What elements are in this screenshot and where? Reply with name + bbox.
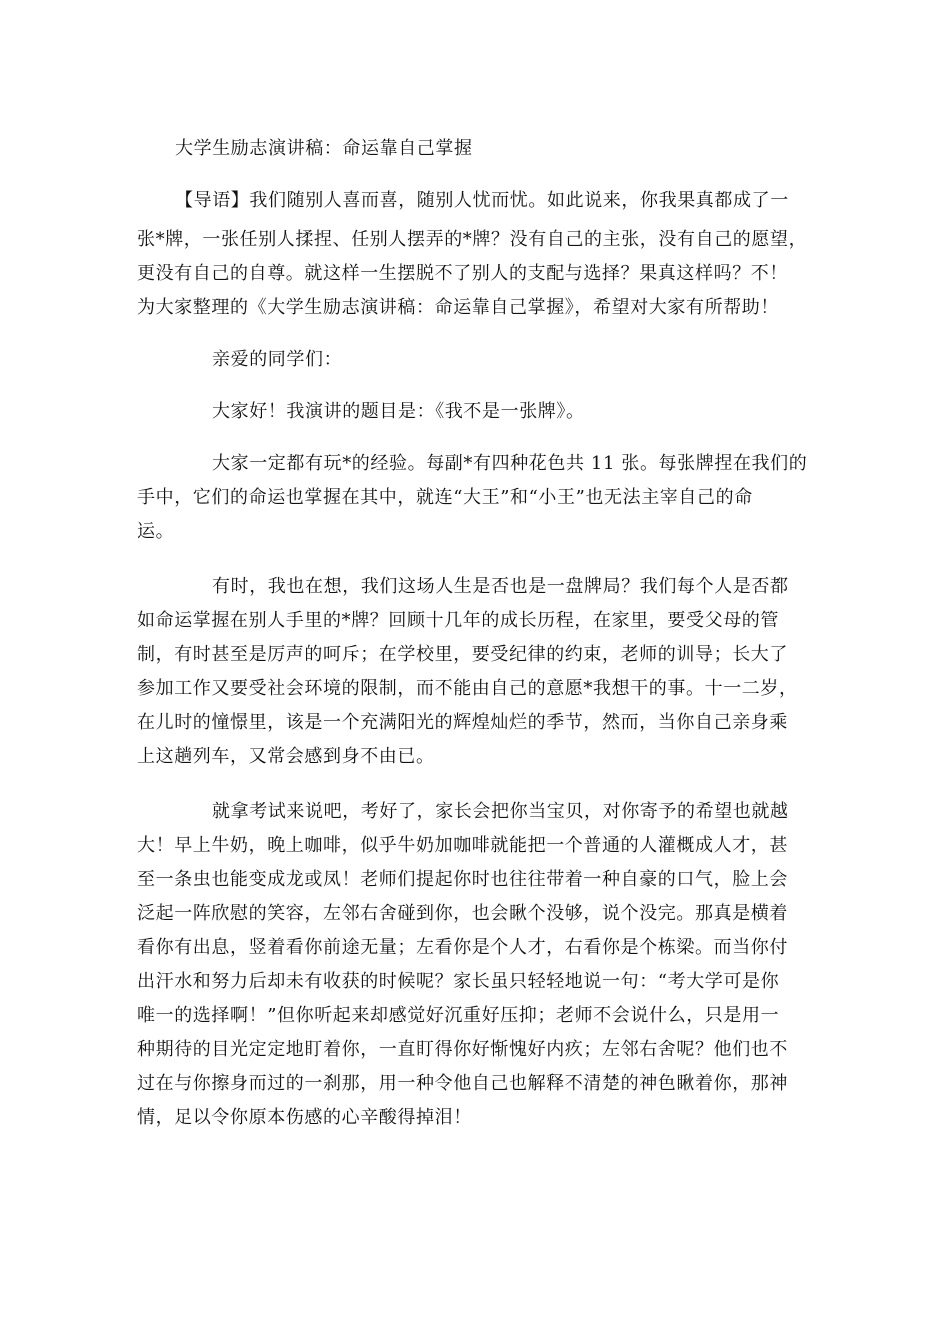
salutation: 亲爱的同学们： <box>212 349 343 370</box>
paragraph-line: 制，有时甚至是厉声的呵斥；在学校里，要受纪律的约束，老师的训导；长大了 <box>137 644 788 665</box>
paragraph-line: 在儿时的憧憬里，该是一个充满阳光的辉煌灿烂的季节，然而，当你自己亲身乘 <box>137 712 788 733</box>
paragraph-line: 看你有出息，竖着看你前途无量；左看你是个人才，右看你是个栋梁。而当你付 <box>137 937 788 958</box>
paragraph-line: 有时，我也在想，我们这场人生是否也是一盘牌局？我们每个人是否都 <box>212 576 789 597</box>
intro-line: 为大家整理的《大学生励志演讲稿：命运靠自己掌握》，希望对大家有所帮助！ <box>137 297 779 318</box>
intro-line: 【导语】我们随别人喜而喜，随别人忧而忧。如此说来，你我果真都成了一 <box>175 190 789 211</box>
intro-line: 更没有自己的自尊。就这样一生摆脱不了别人的支配与选择？果真这样吗？不！ <box>137 263 788 284</box>
intro-line: 张*牌，一张任别人揉捏、任别人摆弄的*牌？没有自己的主张，没有自己的愿望， <box>137 229 808 250</box>
paragraph-line: 至一条虫也能变成龙或凤！老师们提起你时也往往带着一种自豪的口气，脸上会 <box>137 869 788 890</box>
document-title: 大学生励志演讲稿：命运靠自己掌握 <box>175 138 473 159</box>
paragraph-line: 种期待的目光定定地盯着你，一直盯得你好惭愧好内疚；左邻右舍呢？他们也不 <box>137 1039 788 1060</box>
paragraph-line: 如命运掌握在别人手里的*牌？回顾十几年的成长历程，在家里，要受父母的管 <box>137 610 779 631</box>
paragraph-line: 上这趟列车，又常会感到身不由已。 <box>137 746 435 767</box>
paragraph-line: 出汗水和努力后却未有收获的时候呢？家长虽只轻轻地说一句：“考大学可是你 <box>137 971 780 992</box>
paragraph-line: 就拿考试来说吧，考好了，家长会把你当宝贝，对你寄予的希望也就越 <box>212 801 789 822</box>
paragraph-line: 情，足以令你原本伤感的心辛酸得掉泪！ <box>137 1107 472 1128</box>
paragraph-line: 唯一的选择啊！”但你听起来却感觉好沉重好压抑；老师不会说什么，只是用一 <box>137 1005 780 1026</box>
paragraph-line: 大家一定都有玩*的经验。每副*有四种花色共 11 张。每张牌捏在我们的 <box>212 453 808 474</box>
paragraph-line: 过在与你擦身而过的一刹那，用一种令他自己也解释不清楚的神色瞅着你，那神 <box>137 1073 788 1094</box>
greeting: 大家好！我演讲的题目是：《我不是一张牌》。 <box>212 401 585 422</box>
paragraph-line: 大！早上牛奶，晚上咖啡，似乎牛奶加咖啡就能把一个普通的人灌概成人才，甚 <box>137 835 788 856</box>
paragraph-line: 参加工作又要受社会环境的限制，而不能由自己的意愿*我想干的事。十一二岁， <box>137 678 798 699</box>
paragraph-line: 运。 <box>137 521 175 542</box>
paragraph-line: 手中，它们的命运也掌握在其中，就连“大王”和“小王”也无法主宰自己的命 <box>137 487 753 508</box>
paragraph-line: 泛起一阵欣慰的笑容，左邻右舍碰到你，也会瞅个没够，说个没完。那真是横着 <box>137 903 788 924</box>
